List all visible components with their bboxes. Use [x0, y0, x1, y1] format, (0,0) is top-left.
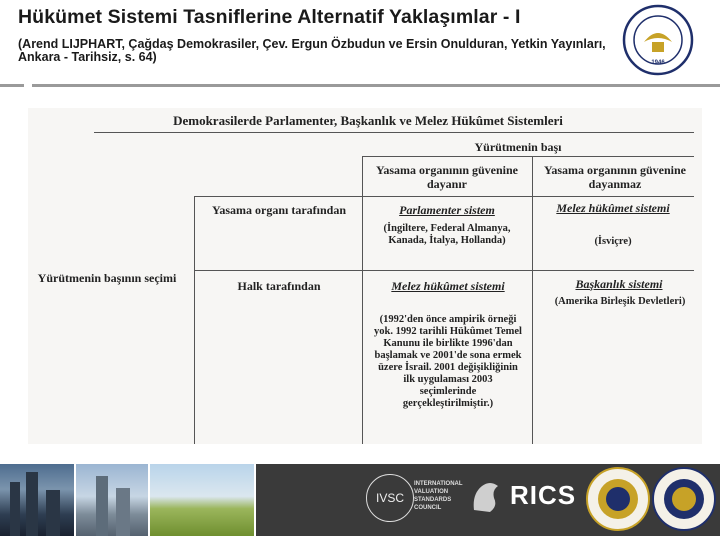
rics-logo-text: RICS [510, 480, 577, 510]
landscape-photo [150, 464, 254, 536]
row-header-2: Halk tarafından [237, 279, 321, 293]
ivsc-full-name: INTERNATIONAL VALUATION STANDARDS COUNCIL [414, 481, 463, 511]
cell-parlamenter-title: Parlamenter sistem [399, 203, 495, 217]
city-skyline-photo [0, 464, 74, 536]
table-title: Demokrasilerde Parlamenter, Başkanlık ve Melez Hükûmet Sistemleri [173, 113, 563, 128]
university-badge-2 [652, 467, 716, 531]
ivsc-logo: IVSC [366, 474, 414, 522]
cell-melez-2-note: (1992'den önce ampirik örneği yok. 1992 tarihli Hükûmet Temel Kanunu ile birlikte 1996'dan başlamak ve 2001'de sona ermek üzere İsrail. 2001 değişikliğinin ilk uygulaması 2003 seçimlerinde gerçekleştirilmiştir.) [374, 314, 522, 409]
ankara-university-logo [622, 4, 694, 76]
cell-melez-1-title: Melez hükûmet sistemi [556, 201, 670, 215]
towers-photo [76, 464, 148, 536]
header-rule-left [0, 84, 24, 87]
col-group-header: Yürütmenin başı [474, 140, 562, 154]
logo-year: 1946 [651, 60, 665, 66]
cell-melez-1-note: (İsviçre) [594, 236, 632, 247]
cell-melez-2-title: Melez hükûmet sistemi [391, 279, 505, 293]
col-header-1: Yasama organının güvenine dayanır [375, 163, 519, 191]
scanned-table [28, 108, 702, 444]
page-subtitle: (Arend LIJPHART, Çağdaş Demokrasiler, Çev. Ergun Özbudun ve Ersin Onulduran, Yetkin Yayınları, Ankara - Tarihsiz, s. 64) [18, 37, 606, 64]
col-header-2: Yasama organının güvenine dayanmaz [543, 163, 687, 191]
rics-lion-icon [468, 476, 504, 516]
row-group-header: Yürütmenin başının seçimi [37, 271, 177, 285]
cell-baskanlik-note: (Amerika Birleşik Devletleri) [554, 296, 686, 307]
row-header-1: Yasama organı tarafından [211, 203, 346, 217]
header-rule [32, 84, 720, 87]
page-title: Hükümet Sistemi Tasniflerine Alternatif Yaklaşımlar - I [18, 6, 521, 28]
cell-parlamenter-note: (İngiltere, Federal Almanya, Kanada, İtalya, Hollanda) [383, 223, 511, 246]
university-badge-1 [586, 467, 650, 531]
cell-baskanlik-title: Başkanlık sistemi [575, 277, 663, 291]
